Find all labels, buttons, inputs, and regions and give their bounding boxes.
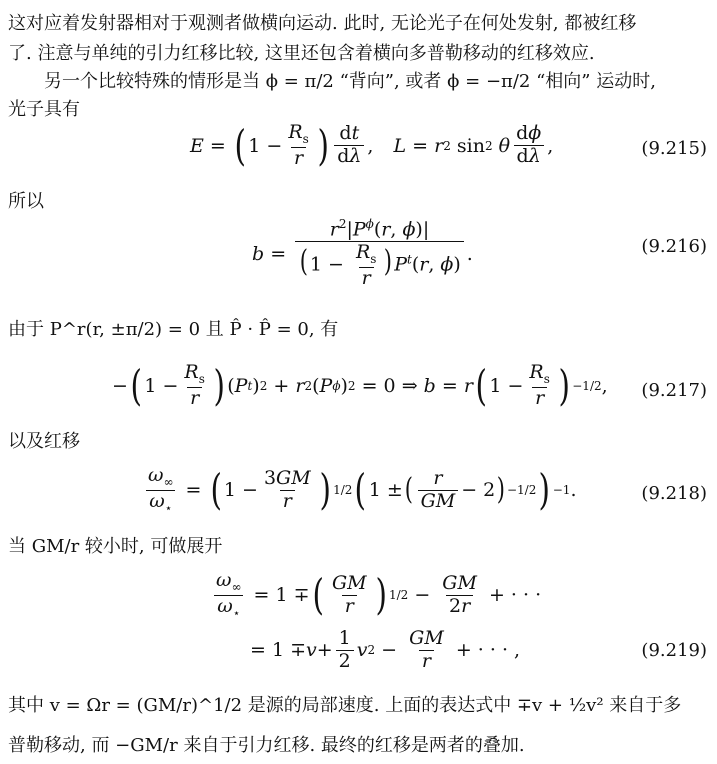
equation-body: − ( 1 − $\frac{R_s}{r}$ ) ( P t ) 2 + r 2 ( P ϕ ) 2 = 0 ⇒ b = r ( 1 − $\frac{R_s}{r}$ ) −1/2 , — [112, 360, 608, 410]
equation-number: (9.217) — [641, 380, 707, 401]
equation-number: (9.216) — [641, 236, 707, 257]
equation-number: (9.219) — [641, 640, 707, 661]
equation-9-217 — [0, 362, 717, 422]
paragraph-line: 当 GM/r 较小时, 可做展开 — [8, 536, 223, 557]
equation-body-line1: $\frac{\omega_\infty}{\omega_⋆}$ = 1 ∓ ( $\frac{GM}{r}$ ) 1/2 − $\frac{GM}{2r}$ + · · · — [216, 569, 542, 620]
paragraph-line: 由于 P^r(r, ±π/2) = 0 且 P̂ · P̂ = 0, 有 — [8, 319, 339, 340]
equation-9-216 — [0, 218, 717, 298]
paragraph-line: 以及红移 — [8, 431, 80, 452]
equation-body-line2: = 1 ∓ v + $\frac{1}{2}$ v 2 − $\frac{GM}{r}$ + · · · , — [250, 627, 521, 672]
equation-body: $\frac{\omega_\infty}{\omega_⋆}$ = ( 1 − $\frac{3GM}{r}$ ) 1/2 ( 1 ± ( $\frac{r}{GM}$ − 2 ) −1/2 ) −1 . — [148, 464, 577, 515]
equation-9-219 — [0, 570, 717, 690]
equation-9-218 — [0, 465, 717, 525]
paragraph-line: 另一个比较特殊的情形是当 ϕ = π/2 “背向”, 或者 ϕ = −π/2 “相向” 运动时, — [44, 71, 656, 92]
equation-9-215 — [0, 122, 717, 182]
equation-number: (9.218) — [641, 483, 707, 504]
paragraph-line: 了. 注意与单纯的引力红移比较, 这里还包含着横向多普勒移动的红移效应. — [8, 43, 595, 64]
paragraph-line: 所以 — [8, 191, 44, 212]
paragraph-line: 光子具有 — [8, 99, 80, 120]
paragraph-line: 这对应着发射器相对于观测者做横向运动. 此时, 无论光子在何处发射, 都被红移 — [8, 13, 637, 34]
equation-number: (9.215) — [641, 138, 707, 159]
paragraph-line: 普勒移动, 而 −GM/r 来自于引力红移. 最终的红移是两者的叠加. — [8, 735, 525, 756]
equation-body: b = $r^2|P^\phi(r$, ϕ)| (1 − $\frac{R_s}{r}$ )$P^t(r$, ϕ) . — [252, 217, 473, 289]
paragraph-line: 其中 v = Ωr = (GM/r)^1/2 是源的局部速度. 上面的表达式中 ∓v + ½v² 来自于多 — [8, 695, 682, 716]
equation-body: E = ( 1 − $\frac{R_s}{r}$ ) $\frac{dt}{d\lambda}$ , L = r 2 sin 2 θ $\frac{d\phi}{d\lambda}$ , — [190, 120, 554, 170]
